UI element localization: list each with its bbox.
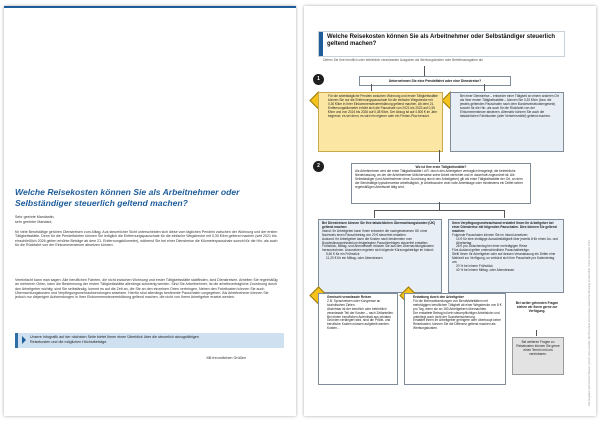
questions-aside-top: Bei weiter gehenden Fragen stehen wir Ihnen gerne zur Verfügung. [512, 302, 562, 328]
infographic-title: Welche Reisekosten können Sie als Arbeitnehmer oder Selbständiger steuerlich geltend machen? [327, 34, 556, 48]
question-commute-or-trip: Unternehmen Sie eine Pendelfahrt oder eine Dienstreise? [359, 76, 511, 86]
first-workplace-title: Wo ist Ihre erste Tätigkeitsstätte? [415, 165, 467, 169]
employer-reimbursement-box: Erstattung durch den Arbeitgeber Für die Mehraufwendungen von Berufsfahrttätern mit mehrtägigen beruflichen Tätigkeit ab einer Wegstrecke von 8 € pro Tag, wenn sie an 183 Arbeitgebern übernachten. Der erstattete Betrag ist kein steuerpflichtiger Arbeitslohn und unterliegt auch nicht der Sozialversicherung. Erstattet Ihnen Ihr Arbeitgeber geringere oder überhaupt keine Reisekosten, können Sie die Differenz geltend machen als Werbungskosten. [404, 293, 506, 385]
questions-aside-bottom: Bei weiteren Fragen zu Reisekosten können Sie gerne einen Termin mit uns vereinbaren. [512, 337, 564, 375]
body-paragraph-1: für viele Berufstätige gehören Dienstreisen zum Alltag. Aus steuerlicher Sicht unterscheiden sich diese vom täglichen Pendeln zwischen der Wohnung und der ersten Tätigkeitsstätte. Denn für die Pendelfahrten können Sie lediglich die Entfernungspauschale für die einfache Wegstrecke mit 0,30 €/km geltend machen (seit 2021 bis einschließlich 2026 gelten erhöhte Beträge ab dem 21. Entfernungskilometer), während Sie bei einer Dienstreise die Kilometerpauschale sowohl für die Hin- als auch für die Rückfahrt von der Einkommensteuer absetzen können. [15, 230, 278, 248]
first-workplace-box [351, 163, 531, 204]
infographic-note-text: Unsere Infografik auf der nächsten Seite bietet Ihnen einen Überblick über die steuerlich abzugsfähigen Reisekosten und die möglichen Höchstbeträge. [30, 335, 199, 344]
overnight-costs-title: Bei Dienstreisen können Sie Ihre tatsächlichen Übernachtungskosten (ÜK) geltend machen: [322, 221, 436, 229]
salutation-line-2: sehr geehrter Mandant, [15, 220, 53, 224]
mixed-trips-box: Gemischt veranlasste Reisen Z.B. Sprachreisen oder Kongresse an touristischen Zielen. Abziehbar ist der beruflich oder betrieblich veranlasste Teil der Kosten – nach Zeitanteilen. Bei einem beruflichen Aufenthalt aus privaten Gründen verlängert wird, sind die Privat- und berufliche Kosten müssen aufgeteilt werden. Kosten... [318, 293, 398, 385]
employer-reimbursement-title: Erstattung durch den Arbeitgeber [413, 295, 464, 299]
first-workplace-text: Als Arbeitnehmer wird die erste Tätigkeitsstätte i.d.R. durch den Arbeitgeber vertraglich festgelegt; die betriebliche Niederlassung, an der der Arbeitnehmer üblicherweise seine Arbeit verrichtet und er dauerhaft zugeordnet ist. Als Selbständiger (und Arbeitnehmer ohne Zuordnung durch den Arbeitgeber) gilt als erste Tätigkeitsstätte der Ort, an dem der Berufstätige typischerweise arbeitstäglich, je Arbeitswoche zwei volle Arbeitstage oder mindestens ein Drittel seiner regelmäßigen Arbeitszeit tätig wird. [355, 168, 523, 189]
body-paragraph-2: Vereinfacht kann man sagen: Alle beruflichen Fahrten, die nicht zwischen Wohnung und erster Tätigkeitsstätte stattfinden, sind Dienstreisen. Arbeiten Sie regelmäßig an mehreren Orten, kann die Bestimmung der ersten Tätigkeitsstätte allerdings schwierig werden. Sind Sie Arbeitnehmer, ist die arbeitsvertragliche Zuordnung durch den Arbeitgeber wichtig; sind Sie selbständig, kommt es auf die Zeit an, die Sie an den einzelnen Orten verbringen. Neben den Fahrtkosten können Sie auch Übernachtungskosten und Verpflegungsmehraufwendungen ansetzen. Hierfür sind allerdings bestimmte Pauschalen vorgegeben. Als Arbeitnehmer können Sie jedoch nur diejenigen Aufwendungen in Ihrer Einkommensteuererklärung geltend machen, die nicht von Ihrem Arbeitgeber ersetzt werden. [15, 278, 278, 300]
meal-allowance-title: Ihren Verpflegungsmehraufwand erstattet Ihnen Ihr Arbeitgeber bei einer Dienstreise mit folgenden Pauschalen. Dies können Sie geltend machen: [452, 221, 557, 233]
commute-allowance-box: Für die arbeitstägliche Pendeln zwischen Wohnung und erster Tätigkeitsstätte können Sie nur die Entfernungspauschale für die einfache Wegstrecke mit 0,30 €/km in Ihrer Einkommensteuererklärung geltend machen. Ab dem 21. Entfernungskilometer erhöht sich die Pauschale von 2021 bis 2023 auf 0,35 €/km und von 2024 bis 2026 auf 0,38 €/km. Der Abzug ist auf 4.500 € im Jahr begrenzt, es sei denn, es wird ein eigener oder ein Firmen-Pkw benutzt. [318, 92, 443, 152]
right-page [304, 6, 596, 416]
business-trip-allowance-box: Bei einer Dienstreise – entweder einer Tätigkeit an einem anderen Ort als Ihrer ersten Tätigkeitsstätte – können Sie 0,30 €/km (bzw. die jeweils geltenden Pauschalen nach dem Bundesreisekostengesetz) sowohl für die Hin- als auch für die Rückfahrt von der Einkommensteuer absetzen. Alternativ können Sie auch die tatsächlichen Fahrtkosten (aller Verkehrsmittel) geltend machen. [450, 92, 564, 152]
play-arrow-icon [22, 336, 26, 344]
infographic-title-box [318, 31, 565, 57]
meal-allowance-box: Ihren Verpflegungsmehraufwand erstattet Ihnen Ihr Arbeitgeber bei einer Dienstreise mit folgenden Pauschalen. Dies können Sie geltend machen: Folgende Pauschalen können Sie im Inland ansetzen: 14 € für eine eintägige Auswärtstätigkeit über jeweils 8 für einen An- und Abreisetag 28 € pro Zwischentag bei einer mehrtägigen Reise Fürs Ausland gelten unterschiedliche Pauschalbeträge. Stellt Ihnen Ihr Arbeitgeber oder auf dessen Veranlassung ein Dritter eine Mahlzeit zur Verfügung, so verkürzt sich Ihre Pauschale pro Kalendertag um: 20 % bei einem Frühstück 40 % bei einem Mittag- oder Abendessen [448, 219, 564, 293]
infographic-subtitle: Ziehen Sie Ihre beruflich oder betrieblich veranlassten Ausgaben als Werbungskosten oder Betriebsausgaben ab! [323, 58, 484, 62]
step-number-2: 2 [313, 161, 324, 172]
left-page [4, 6, 296, 416]
infographic-note [15, 333, 284, 348]
left-page-headline: Welche Reisekosten können Sie als Arbeitnehmer oder Selbständiger steuerlich geltend machen? [15, 187, 240, 208]
left-page-top-bar [4, 6, 296, 8]
side-disclaimer: Alle Angaben nach bestem Wissen, jedoch ohne Gewähr. Die Broschüre ersetzt keine steuerliche Beratung im Einzelfall. Stand: Dezember 2023 [588, 240, 591, 406]
mixed-trips-title: Gemischt veranlasste Reisen [327, 295, 372, 299]
closing-greeting: Mit freundlichen Grüßen [206, 356, 246, 360]
overnight-costs-box: Bei Dienstreisen können Sie Ihre tatsächlichen Übernachtungskosten (ÜK) geltend machen: Inland: Ihr Arbeitgeber kann Ihnen entweder die nachgewiesenen ÜK ohne Nachweis einen Pauschbetrag von 20 € steuerfrei erstatten. Ausland: Ihr Arbeitgeber kann die Kosten nach bestimmten vom Bundesfinanzministerium festgelegten Pauschbeträgen steuerfrei erstatten. Frühstück, Mittag- und Abendessen müssen Sie aus den Übernachtungskosten herausrechnen. Anzusetzen ergeben sich folgende Kürzungsbeträge im Inland: 5,60 € für ein Frühstück 11,20 € für ein Mittag- oder Abendessen [318, 219, 442, 293]
step-number-1: 1 [313, 74, 324, 85]
salutation-line-1: Sehr geehrte Mandantin, [15, 215, 55, 219]
